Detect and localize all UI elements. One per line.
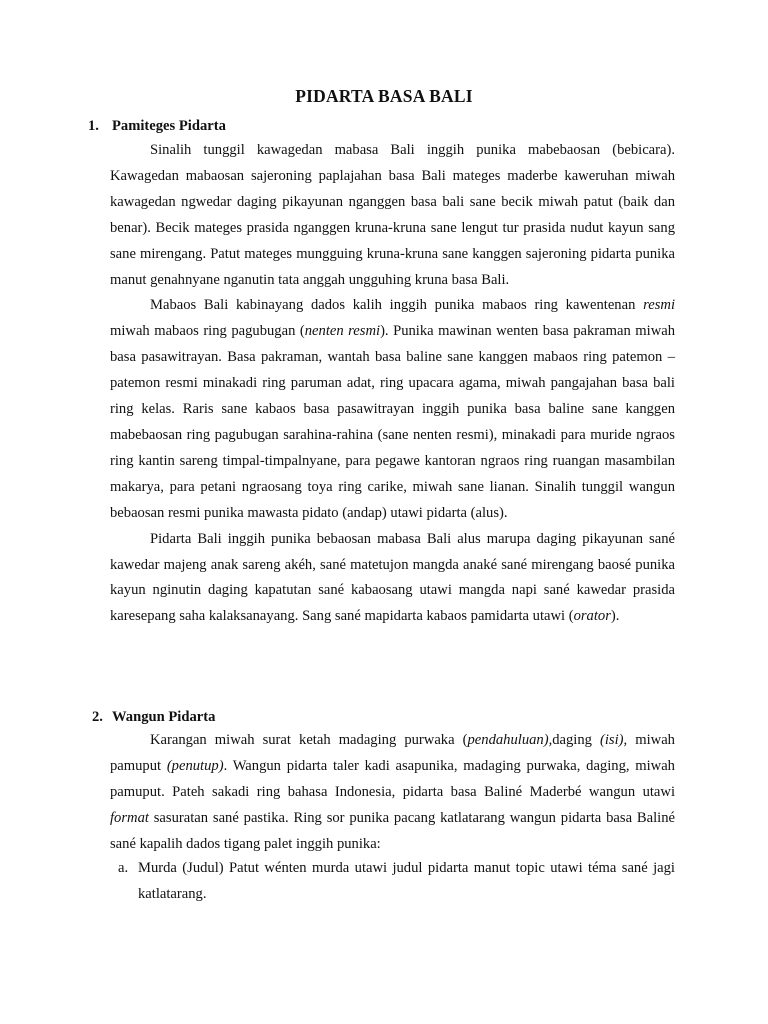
text-run: . Wangun pidarta taler kadi asapunika, madaging purwaka, daging, miwah pamuput. Pateh sakadi ring bahasa Indonesia, pidarta basa Baliné Maderbé wangun utawi [110, 757, 675, 800]
text-run: ). Punika mawinan wenten basa pakraman miwah basa pasawitrayan. Basa pakraman, wantah basa baline sane kanggen mabaos ring patemon – patemon resmi minakadi ring paruman adat, ring upacara agama, miwah pangajahan basa bali ring kelas. Raris sane kabaos basa pasawitrayan inggih punika basa baline sane kanggen mabebaosan ring pagubugan sarahina-rahina (sane nenten resmi), minakadi para muride ngraos ring kantin sareng timpal-timpalnyane, para pegawe kantoran ngraos ring ruangan masambilan makarya, para petani ngraosang toya ring carike, miwah sane lianan. Sinalih tunggil wangun bebaosan resmi punika mawasta pidato (andap) utawi pidarta (alus). [110, 323, 676, 521]
section-2-heading [92, 709, 215, 726]
italic-term: resmi [643, 297, 675, 314]
section-2-number: 2. [92, 709, 103, 725]
section-1-number: 1. [88, 118, 99, 134]
section-1-paragraph-3 [110, 527, 675, 631]
italic-term: (isi), [600, 732, 628, 748]
document-title: PIDARTA BASA BALI [295, 86, 473, 106]
section-2-paragraph-1 [110, 728, 675, 858]
text-run: Karangan miwah surat ketah madaging purwaka ( [150, 732, 468, 748]
section-1-title: Pamiteges Pidarta [112, 118, 226, 134]
text-run: miwah mabaos ring pagubugan ( [110, 323, 305, 340]
section-2-title: Wangun Pidarta [112, 709, 216, 725]
section-2-body [110, 728, 675, 858]
text-run: sasuratan sané pastika. Ring sor punika pacang katlatarang wangun pidarta basa Baliné sané kapalih dados tigang palet inggih punika: [110, 809, 675, 852]
section-1-body [110, 138, 675, 630]
italic-term: (penutup) [166, 757, 224, 774]
list-marker: a. [118, 860, 129, 876]
text-run: Mabaos Bali kabinayang dados kalih inggih punika mabaos ring kawentenan [150, 297, 644, 314]
italic-term: orator [573, 608, 611, 625]
italic-term: pendahuluan), [467, 732, 553, 748]
section-1-paragraph-2 [110, 293, 675, 526]
text-run: daging [552, 732, 601, 748]
text-run: miwah pamuput [110, 732, 675, 774]
section-1-paragraph-1: Sinalih tunggil kawagedan mabasa Bali inggih punika mabebaosan (bebicara). Kawagedan mabaosan sajeroning paplajahan basa Bali mateges maderbe kaweruhan miwah kawagedan ngwedar daging pikayunan nganggen basa bali sane becik miwah patut (baik dan benar). Becik mateges prasida nganggen kruna-kruna sane lengut tur prasida nudut kayun sang sane mirengang. Patut mateges mungguing kruna-kruna sane kanggen sajeroning pidarta punika manut genahnyane nganutin tata anggah ungguhing kruna basa Bali. [110, 142, 675, 288]
list-item-text: Murda (Judul) Patut wénten murda utawi judul pidarta manut topic utawi téma sané jagi katlatarang. [138, 860, 675, 902]
italic-term: nenten resmi [304, 323, 381, 340]
italic-term: format [110, 809, 149, 826]
list-item [118, 856, 675, 908]
text-run: ). [610, 608, 620, 625]
text-run: Pidarta Bali inggih punika bebaosan mabasa Bali alus marupa daging pikayunan sané kawedar majeng anak sareng akéh, sané matetujon mangda anaké sané mirengang baosé punika kayun nginutin daging kapatutan sané kabaosang utawi mangda napi sané kawedar prasida karesepang saha kalaksanayang. Sang sané mapidarta kabaos pamidarta utawi ( [110, 530, 675, 625]
section-1-heading [88, 118, 226, 135]
